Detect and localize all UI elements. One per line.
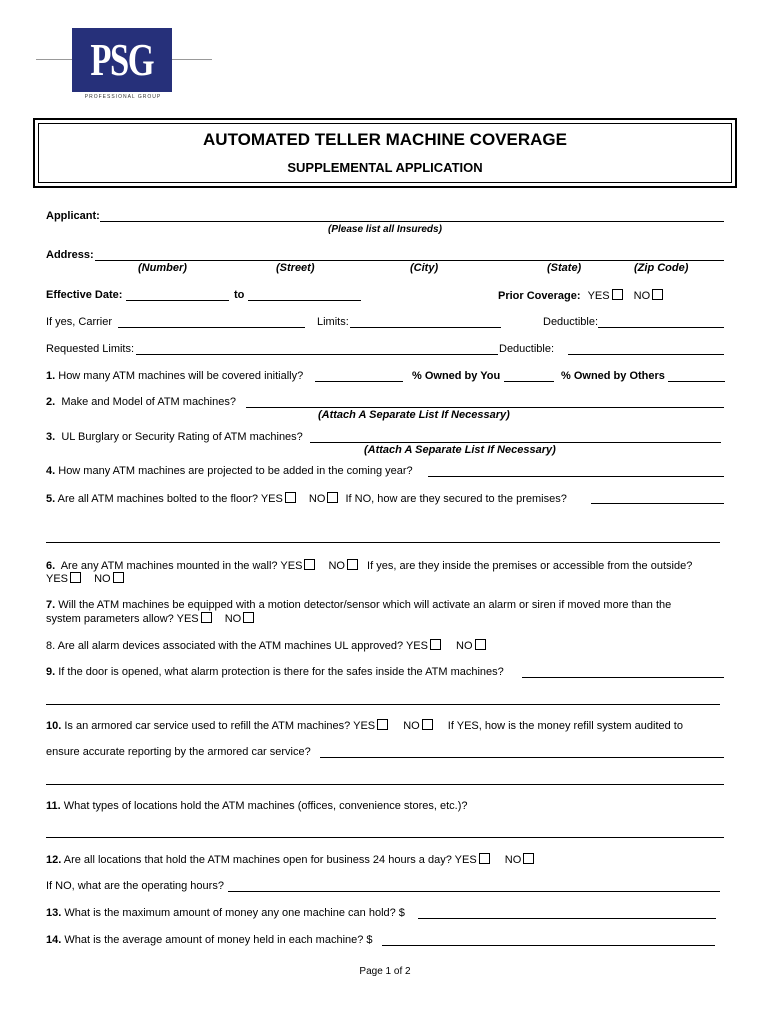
q10-extra-line[interactable] (46, 784, 724, 785)
q8-yes-checkbox[interactable] (430, 639, 441, 650)
q7-no-label: NO (224, 613, 242, 625)
q12-followup-label: If NO, what are the operating hours? (46, 880, 224, 892)
address-zip-label: (Zip Code) (634, 262, 689, 274)
logo-subtitle: PROFESSIONAL GROUP (84, 94, 162, 100)
q1-owned-you-field[interactable] (504, 381, 554, 382)
requested-limits-label: Requested Limits: (46, 343, 135, 355)
effective-date-label: Effective Date: (46, 289, 123, 301)
q4-field[interactable] (428, 476, 724, 477)
q1-number: 1. (46, 370, 56, 382)
q9-label: If the door is opened, what alarm protection is there for the safes inside the ATM machines? (58, 666, 504, 678)
page-number: Page 1 of 2 (359, 966, 411, 977)
effective-date-to-label: to (234, 289, 245, 301)
q7-text (46, 599, 671, 612)
q10-number: 10. (46, 720, 62, 732)
q5-text (46, 492, 567, 506)
q9-extra-line[interactable] (46, 704, 720, 705)
applicant-field[interactable] (100, 221, 724, 222)
address-number-label: (Number) (138, 262, 187, 274)
q6-yes-checkbox[interactable] (304, 559, 315, 570)
q12-number: 12. (46, 854, 62, 866)
q9-number: 9. (46, 666, 56, 678)
effective-date-from-field[interactable] (126, 300, 229, 301)
q2-label: Make and Model of ATM machines? (61, 396, 236, 408)
q11-text (46, 800, 467, 813)
q1-count-field[interactable] (315, 381, 403, 382)
q10-label: Is an armored car service used to refill the ATM machines? YES (64, 720, 376, 732)
address-state-label: (State) (547, 262, 582, 274)
q4-label: How many ATM machines are projected to be added in the coming year? (58, 465, 413, 477)
q9-text (46, 666, 504, 679)
requested-deductible-label: Deductible: (499, 343, 555, 355)
q8-no-checkbox[interactable] (475, 639, 486, 650)
q3-field[interactable] (310, 442, 721, 443)
q5-number: 5. (46, 493, 56, 505)
q2-text (46, 396, 236, 409)
address-field[interactable] (95, 260, 724, 261)
q1-text (46, 370, 303, 383)
q14-text (46, 934, 373, 947)
requested-deductible-field[interactable] (568, 354, 724, 355)
q11-number: 11. (46, 800, 61, 812)
deductible-label: Deductible: (543, 316, 599, 328)
effective-date-to-field[interactable] (248, 300, 361, 301)
q4-number: 4. (46, 465, 56, 477)
page-subtitle: SUPPLEMENTAL APPLICATION (287, 160, 483, 175)
q5-label: Are all ATM machines bolted to the floor? YES (57, 493, 283, 505)
q7-row2 (46, 612, 256, 626)
q8-label: Are all alarm devices associated with the ATM machines UL approved? YES (57, 640, 428, 652)
q5-no-checkbox[interactable] (327, 492, 338, 503)
q10-followup-label: If YES, how is the money refill system audited to (447, 720, 683, 732)
title-box (33, 118, 737, 188)
q6-no-checkbox[interactable] (347, 559, 358, 570)
q7-label: Will the ATM machines be equipped with a motion detector/sensor which will activate an alarm or siren if moved more than the (58, 599, 672, 611)
q11-field[interactable] (46, 837, 724, 838)
q3-label: UL Burglary or Security Rating of ATM machines? (61, 431, 303, 443)
q5-yes-checkbox[interactable] (285, 492, 296, 503)
q10-no-checkbox[interactable] (422, 719, 433, 730)
prior-coverage-no-checkbox[interactable] (652, 289, 663, 300)
q1-label: How many ATM machines will be covered initially? (58, 370, 304, 382)
q10-field[interactable] (320, 757, 724, 758)
q7-label-2: system parameters allow? YES (46, 613, 199, 625)
q9-field[interactable] (522, 677, 724, 678)
q2-field[interactable] (246, 407, 724, 408)
q12-no-label: NO (504, 854, 522, 866)
q6-no-label: NO (328, 560, 345, 572)
q14-number: 14. (46, 934, 62, 946)
requested-limits-field[interactable] (136, 354, 498, 355)
address-street-label: (Street) (276, 262, 315, 274)
q6-row2 (46, 572, 126, 586)
q5-no-label: NO (308, 493, 326, 505)
applicant-label: Applicant: (46, 210, 100, 222)
q5-extra-line[interactable] (46, 542, 720, 543)
q12-followup-field[interactable] (228, 891, 720, 892)
q12-text (46, 853, 536, 867)
q4-text (46, 465, 413, 478)
q1-owned-others-field[interactable] (668, 381, 725, 382)
q3-number: 3. (46, 431, 56, 443)
q2-number: 2. (46, 396, 56, 408)
carrier-label: If yes, Carrier (46, 316, 113, 328)
page-title: AUTOMATED TELLER MACHINE COVERAGE (203, 130, 567, 149)
q7-no-checkbox[interactable] (243, 612, 254, 623)
q8-no-label: NO (456, 640, 473, 652)
q6-yes2-label: YES (46, 573, 69, 585)
limits-label: Limits: (317, 316, 349, 328)
prior-coverage-row (498, 289, 665, 303)
applicant-note: (Please list all Insureds) (328, 224, 442, 235)
q1-owned-others-label: % Owned by Others (561, 370, 665, 382)
q8-text (46, 639, 488, 653)
q11-label: What types of locations hold the ATM machines (offices, convenience stores, etc.)? (63, 800, 468, 812)
q6-number: 6. (46, 560, 56, 572)
address-city-label: (City) (410, 262, 439, 274)
q12-no-checkbox[interactable] (523, 853, 534, 864)
prior-coverage-no-label: NO (633, 290, 651, 302)
q7-yes-checkbox[interactable] (201, 612, 212, 623)
q13-field[interactable] (418, 918, 716, 919)
q5-followup-label: If NO, how are they secured to the premises? (345, 493, 567, 505)
q7-number: 7. (46, 599, 56, 611)
q14-label: What is the average amount of money held in each machine? $ (64, 934, 373, 946)
q3-text (46, 431, 303, 444)
q14-field[interactable] (382, 945, 715, 946)
q5-followup-field[interactable] (591, 503, 724, 504)
prior-coverage-label: Prior Coverage: (498, 290, 581, 302)
q6-text (46, 559, 692, 573)
q6-followup-label: If yes, are they inside the premises or accessible from the outside? (367, 560, 693, 572)
q6-no2-label: NO (94, 573, 111, 585)
q3-note: (Attach A Separate List If Necessary) (364, 444, 556, 456)
q6-no2-checkbox[interactable] (113, 572, 124, 583)
limits-field[interactable] (350, 327, 501, 328)
prior-coverage-yes-label: YES (587, 290, 610, 302)
deductible-field[interactable] (598, 327, 724, 328)
q10-line2: ensure accurate reporting by the armored car service? (46, 746, 311, 758)
q10-text (46, 719, 683, 733)
q13-text (46, 907, 405, 920)
q10-yes-checkbox[interactable] (377, 719, 388, 730)
q8-number: 8. (46, 640, 56, 652)
logo-mark: PSG (72, 28, 172, 92)
q6-label: Are any ATM machines mounted in the wall? YES (60, 560, 303, 572)
q13-label: What is the maximum amount of money any one machine can hold? $ (64, 907, 405, 919)
q12-yes-checkbox[interactable] (479, 853, 490, 864)
q6-yes2-checkbox[interactable] (70, 572, 81, 583)
prior-coverage-yes-checkbox[interactable] (612, 289, 623, 300)
q1-owned-you-label: % Owned by You (412, 370, 501, 382)
q13-number: 13. (46, 907, 62, 919)
address-label: Address: (46, 249, 94, 261)
q2-note: (Attach A Separate List If Necessary) (318, 409, 510, 421)
carrier-field[interactable] (118, 327, 305, 328)
company-logo (36, 24, 216, 104)
q10-no-label: NO (403, 720, 420, 732)
q12-label: Are all locations that hold the ATM machines open for business 24 hours a day? YES (63, 854, 477, 866)
